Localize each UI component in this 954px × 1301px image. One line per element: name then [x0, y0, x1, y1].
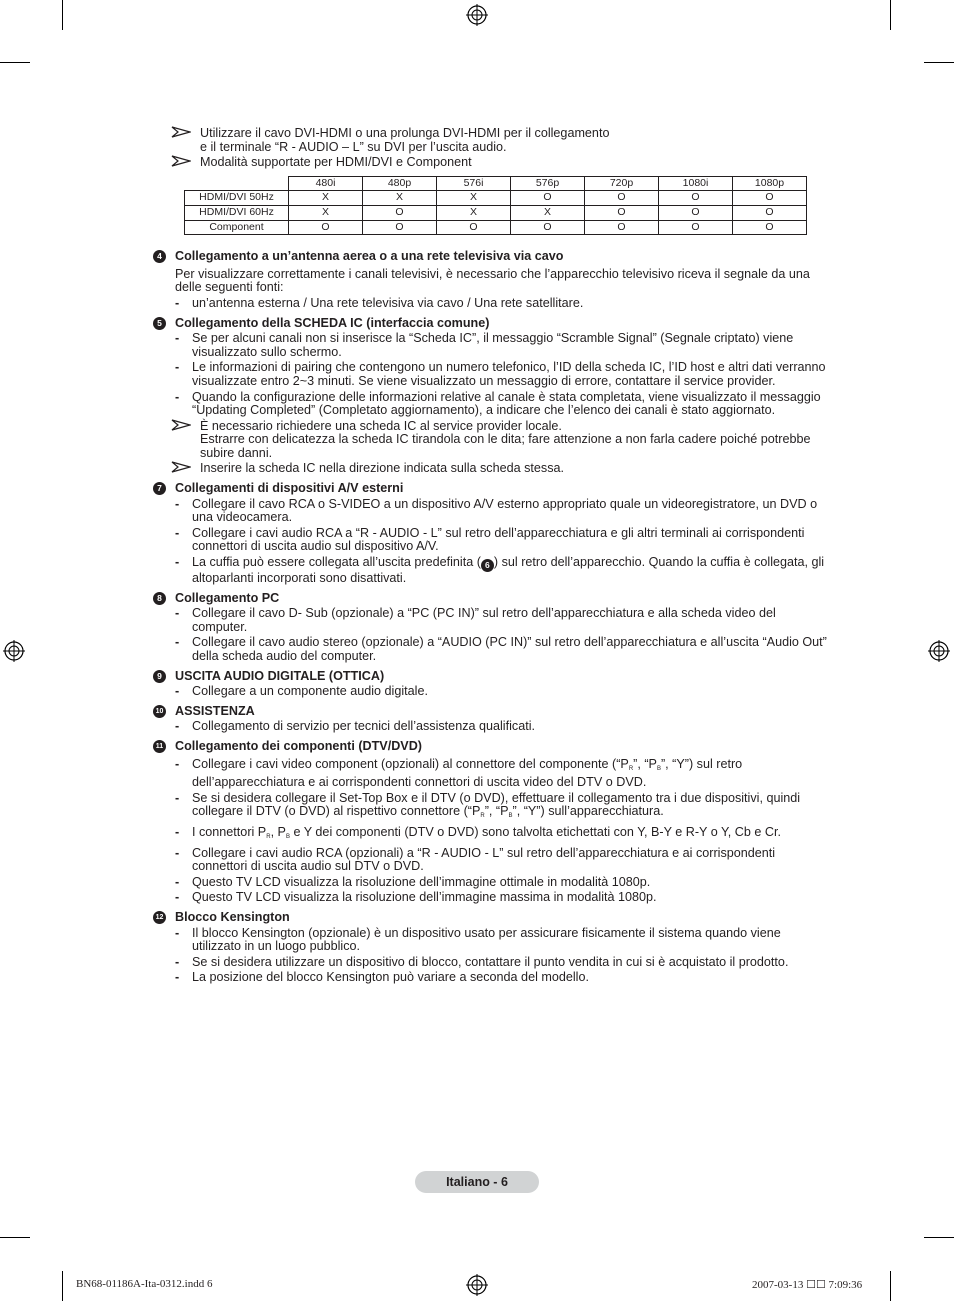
table-cell: O	[733, 220, 807, 235]
list-item-text: Se si desidera collegare il Set-Top Box e il DTV (o DVD), effettuare il collegamento tra i due dispositivi, quindi collegare il DTV (o DVD) al rispettivo connettore (“P	[192, 790, 801, 819]
table-column-header: 576p	[511, 176, 585, 191]
section-title	[153, 740, 828, 754]
section-title	[153, 670, 828, 684]
table-cell: O	[585, 205, 659, 220]
bullet-dash: -	[175, 890, 180, 905]
section-title-text: ASSISTENZA	[175, 703, 255, 718]
note	[153, 156, 828, 170]
bullet-dash: -	[175, 635, 180, 650]
bullet-dash: -	[175, 970, 180, 985]
list-item-text: Collegare a un componente audio digitale.	[192, 684, 428, 699]
list-item	[153, 927, 828, 954]
table-cell: O	[363, 220, 437, 235]
section-title	[153, 592, 828, 606]
bullet-dash: -	[175, 874, 180, 889]
subscript: B	[656, 765, 661, 772]
note-arrow-icon	[171, 126, 191, 138]
section-title-text: Collegamento a un’antenna aerea o a una rete televisiva via cavo	[175, 249, 564, 264]
section-title	[153, 317, 828, 331]
table-column-header: 1080i	[659, 176, 733, 191]
table-header-row	[185, 176, 807, 191]
registration-mark-icon	[466, 1274, 488, 1296]
list-item	[153, 826, 828, 845]
list-item-text: Collegamento di servizio per tecnici dell’assistenza qualificati.	[192, 719, 535, 734]
bullet-dash: -	[175, 756, 180, 771]
note-line: Inserire la scheda IC nella direzione indicata sulla scheda stessa.	[200, 461, 565, 476]
section-pc	[153, 592, 828, 664]
section-title	[153, 482, 828, 496]
list-item	[153, 847, 828, 874]
list-item-text: ”, “Y”) sul retro dell’apparecchiatura e ai corrispondenti connettori di uscita video del DTV o DVD.	[192, 756, 743, 790]
registration-mark-icon	[466, 4, 488, 26]
list-item-text: Il blocco Kensington (opzionale) è un dispositivo usato per assicurare fisicamente il sistema quando viene utilizzato in un luogo pubblico.	[192, 925, 781, 954]
list-item-text: Collegare i cavi audio RCA a “R - AUDIO - L” sul retro dell’apparecchiatura e gli altri terminali ai corrispondenti connettori di uscita audio sul dispositivo A/V.	[192, 525, 805, 554]
page-content	[153, 127, 828, 987]
table-cell: O	[659, 220, 733, 235]
section-title-text: Collegamenti di dispositivi A/V esterni	[175, 481, 404, 496]
note-line: Estrarre con delicatezza la scheda IC tirandola con le dita; fare attenzione a non farla cadere poiché potrebbe subire danni.	[200, 432, 811, 460]
list-item-text: Questo TV LCD visualizza la risoluzione dell’immagine ottimale in modalità 1080p.	[192, 874, 651, 889]
section-paragraph: Per visualizzare correttamente i canali televisivi, è necessario che l’apparecchio televisivo riceva il segnale da una delle seguenti fonti:	[175, 266, 810, 295]
list-item	[153, 361, 828, 388]
table-row-header: HDMI/DVI 60Hz	[185, 205, 289, 220]
crop-mark	[62, 0, 63, 30]
note-arrow-icon	[171, 419, 191, 431]
table-cell: O	[659, 205, 733, 220]
list-item-text: e Y dei componenti (DTV o DVD) sono talvolta etichettati con Y, B-Y e R-Y o Y, Cb e Cr.	[289, 824, 781, 839]
file-slug: BN68-01186A-Ita-0312.indd 6	[76, 1278, 213, 1290]
list-item-text: Se per alcuni canali non si inserisce la “Scheda IC”, il messaggio “Scramble Signal” (Segnale criptato) viene visualizzato sullo schermo.	[192, 331, 794, 359]
list-item	[153, 720, 828, 734]
bullet-dash: -	[175, 555, 180, 570]
list-item	[153, 636, 828, 663]
bullet-dash: -	[175, 684, 180, 699]
section-title-text: USCITA AUDIO DIGITALE (OTTICA)	[175, 668, 385, 683]
table-row	[185, 205, 807, 220]
table-row	[185, 220, 807, 235]
inline-number-badge: 6	[481, 559, 494, 572]
crop-mark	[0, 1237, 30, 1238]
registration-mark-icon	[928, 640, 950, 662]
section-title	[153, 911, 828, 925]
table-cell: X	[363, 191, 437, 206]
note-line: Modalità supportate per HDMI/DVI e Component	[200, 155, 472, 170]
crop-mark	[890, 1271, 891, 1301]
subscript: R	[480, 813, 485, 820]
section-ci-card	[153, 317, 828, 477]
table-cell: X	[437, 205, 511, 220]
list-item-text: Se si desidera utilizzare un dispositivo di blocco, contattare il punto vendita in cui si è acquistato il prodotto.	[192, 954, 789, 969]
date-slug: 2007-03-13 ☐☐ 7:09:36	[752, 1279, 863, 1291]
table-row-header: HDMI/DVI 50Hz	[185, 191, 289, 206]
bullet-dash: -	[175, 790, 180, 805]
table-row-header: Component	[185, 220, 289, 235]
bullet-dash: -	[175, 954, 180, 969]
table-cell: O	[289, 220, 363, 235]
crop-mark	[924, 62, 954, 63]
table-row	[185, 191, 807, 206]
note	[153, 462, 828, 476]
list-item-text: ) sul retro dell’apparecchio. Quando la cuffia è collegata, gli altoparlanti incorporati sono disattivati.	[192, 555, 825, 586]
table-column-header: 720p	[585, 176, 659, 191]
list-item-text: Collegare i cavi video component (opzionali) al connettore del componente (“P	[192, 756, 629, 771]
list-item-text: Quando la configurazione delle informazioni relative al canale è stata completata, viene visualizzato il messaggio “Updating Completed” (Completato aggiornamento), a indicare che l’elenco dei canali è stato aggiornato.	[192, 389, 821, 418]
list-item-text: La posizione del blocco Kensington può variare a seconda del modello.	[192, 970, 589, 985]
page-number-label: Italiano - 6	[415, 1171, 539, 1193]
list-item-text: ”, “P	[484, 804, 509, 819]
table-cell: O	[659, 191, 733, 206]
section-title-text: Collegamento della SCHEDA IC (interfaccia comune)	[175, 315, 490, 330]
table-cell: O	[585, 220, 659, 235]
bullet-dash: -	[175, 925, 180, 940]
list-item	[153, 607, 828, 634]
table-cell: X	[437, 191, 511, 206]
list-item	[153, 685, 828, 699]
bullet-dash: -	[175, 295, 180, 310]
section-number-badge: 10	[153, 705, 166, 718]
table-cell: O	[733, 205, 807, 220]
list-item	[153, 297, 828, 311]
bullet-dash: -	[175, 360, 180, 375]
list-item	[153, 971, 828, 985]
section-antenna	[153, 250, 828, 310]
note	[153, 420, 828, 461]
section-title-text: Blocco Kensington	[175, 909, 290, 924]
list-item-text: , P	[270, 824, 286, 839]
note-line: e il terminale “R - AUDIO – L” su DVI per l’uscita audio.	[200, 139, 507, 154]
bullet-dash: -	[175, 606, 180, 621]
section-av-devices	[153, 482, 828, 586]
subscript: B	[508, 813, 513, 820]
section-title	[153, 250, 828, 264]
section-number-badge: 7	[153, 482, 166, 495]
list-item-text: ”, “Y”) sull’apparecchiatura.	[512, 804, 664, 819]
table-column-header: 576i	[437, 176, 511, 191]
list-item	[153, 527, 828, 554]
table-cell: O	[585, 191, 659, 206]
bullet-dash: -	[175, 845, 180, 860]
table-column-header: 480p	[363, 176, 437, 191]
list-item	[153, 876, 828, 890]
list-item-text: Collegare i cavi audio RCA (opzionali) a “R - AUDIO - L” sul retro dell’apparecchiatura e ai corrispondenti connettori di uscita audio sul DTV o DVD.	[192, 845, 776, 874]
bullet-dash: -	[175, 389, 180, 404]
section-title	[153, 705, 828, 719]
list-item-text: un’antenna esterna / Una rete televisiva via cavo / Una rete satellitare.	[192, 295, 584, 310]
table-cell: O	[437, 220, 511, 235]
crop-mark	[924, 1237, 954, 1238]
subscript: B	[285, 833, 290, 840]
list-item-text: Collegare il cavo RCA o S-VIDEO a un dispositivo A/V esterno appropriato quale un videoregistratore, un DVD o una videocamera.	[192, 496, 818, 525]
section-title-text: Collegamento dei componenti (DTV/DVD)	[175, 738, 422, 753]
list-item	[153, 891, 828, 905]
table-cell: O	[511, 220, 585, 235]
note-line: È necessario richiedere una scheda IC al service provider locale.	[200, 418, 562, 433]
table-cell: X	[289, 191, 363, 206]
table-cell: X	[289, 205, 363, 220]
list-item	[153, 556, 828, 586]
subscript: R	[266, 833, 271, 840]
table-cell: X	[511, 205, 585, 220]
section-number-badge: 4	[153, 250, 166, 263]
list-item-text: ”, “P	[633, 756, 657, 771]
bullet-dash: -	[175, 496, 180, 511]
list-item	[153, 792, 828, 824]
note-arrow-icon	[171, 461, 191, 473]
bullet-dash: -	[175, 824, 180, 839]
list-item	[153, 956, 828, 970]
list-item	[153, 498, 828, 525]
section-service	[153, 705, 828, 734]
list-item-text: La cuffia può essere collegata all’uscita predefinita (	[192, 555, 481, 570]
section-kensington	[153, 911, 828, 985]
note	[153, 127, 828, 154]
table-cell: O	[511, 191, 585, 206]
table-column-header: 1080p	[733, 176, 807, 191]
list-item	[153, 332, 828, 359]
section-title-text: Collegamento PC	[175, 590, 280, 605]
table-cell: O	[733, 191, 807, 206]
section-number-badge: 5	[153, 317, 166, 330]
registration-mark-icon	[3, 640, 25, 662]
section-number-badge: 11	[153, 740, 166, 753]
list-item-text: Collegare il cavo D- Sub (opzionale) a “PC (PC IN)” sul retro dell’apparecchiatura e alla scheda video del computer.	[192, 606, 776, 634]
section-number-badge: 8	[153, 592, 166, 605]
table-column-header: 480i	[289, 176, 363, 191]
bullet-dash: -	[175, 331, 180, 346]
list-item-text: Collegare il cavo audio stereo (opzionale) a “AUDIO (PC IN)” sul retro dell’apparecchiatura e all’uscita “Audio Out” della scheda audio del computer.	[192, 635, 827, 663]
section-component	[153, 740, 828, 905]
subscript: R	[628, 765, 634, 772]
bullet-dash: -	[175, 719, 180, 734]
section-digital-audio	[153, 670, 828, 699]
note-line: Utilizzare il cavo DVI-HDMI o una prolunga DVI-HDMI per il collegamento	[200, 126, 610, 140]
crop-mark	[890, 0, 891, 30]
table-cell: O	[363, 205, 437, 220]
list-item	[153, 758, 828, 790]
table-corner	[185, 176, 289, 191]
list-item-text: I connettori P	[192, 824, 267, 839]
section-number-badge: 12	[153, 911, 166, 924]
supported-modes-table	[184, 176, 807, 235]
crop-mark	[62, 1271, 63, 1301]
list-item	[153, 391, 828, 418]
note-arrow-icon	[171, 155, 191, 167]
bullet-dash: -	[175, 525, 180, 540]
list-item-text: Questo TV LCD visualizza la risoluzione dell’immagine massima in modalità 1080p.	[192, 890, 657, 905]
crop-mark	[0, 62, 30, 63]
list-item-text: Le informazioni di pairing che contengono un numero telefonico, l’ID della scheda IC, l’ID host e altri dati verranno visualizzate entro 2~3 minuti. Se viene visualizzato un messaggio di errore, contattare il service provider.	[192, 360, 826, 388]
section-number-badge: 9	[153, 670, 166, 683]
